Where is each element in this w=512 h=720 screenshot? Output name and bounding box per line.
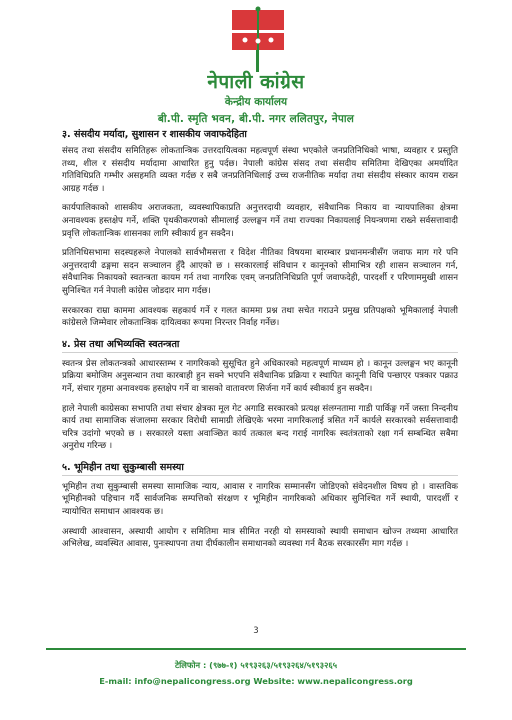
footer-contact: E-mail: info@nepalicongress.org Website: www.nepalicongress.org — [99, 676, 413, 686]
paragraph: भूमिहीन तथा सुकुम्बासी समस्या सामाजिक न्याय, आवास र नागरिक सम्मानसँग जोडिएको संवेदनशील विषय हो । वास्तविक भूमिहीनको पहिचान गर्दै सार्वजनिक सम्पत्तिको संरक्षण र भूमिहीन नागरिकको अधिकार सुनिश्चित गर्ने स्थायी, पारदर्शी र न्यायोचित समाधान आवश्यक छ। — [62, 481, 458, 518]
paragraph: हाले नेपाली काग्रेसका सभापति तथा संचार क्षेत्रका मूल गेट अगाडि सरकारको प्रत्यक्ष संलग्नतामा गाडी पार्किङ्ग गर्ने जस्ता निन्दनीय कार्य तथा सामाजिक संजालमा सरकार विरोधी सामाग्री लेखिएके भरमा नागरिकलाई त्रसित गर्ने कार्यले सरकारको सर्वसत्तावादी चरित्र उदांगो भएको छ । सरकारले यस्ता अवाञ्छित कार्य तत्काल बन्द गराई नागरिक स्वतंत्रताको रक्षा गर्न सम्बन्धित सबैमा अनुरोध गरिन्छ । — [62, 403, 458, 452]
letterhead — [0, 0, 512, 132]
footer-divider — [46, 648, 466, 650]
office-address: बी.पी. स्मृति भवन, बी.पी. नगर ललितपुर, नेपाल — [157, 113, 355, 125]
section-press-freedom — [62, 337, 458, 453]
document-body — [62, 127, 458, 558]
footer-phone: टेलिफोन : (९७७-१) ५१९३२६३/५१९३२६४/५१९३२६५ — [174, 660, 338, 670]
office-name: केन्द्रीय कार्यालय — [224, 96, 288, 108]
paragraph: प्रतिनिधिसभामा सदस्यहरूले नेपालको सार्वभौमसत्ता र विदेश नीतिका विषयमा बारम्बार प्रधानमन्त्रीसँग जवाफ माग गरे पनि अनुत्तरदायी ढङ्गमा सदन सञ्चालन हुँदै आएको छ । सरकारलाई संविधान र कानूनको सीमाभित्र रही शासन सञ्चालन गर्न, संवैधानिक निकायको स्वतन्त्रता कायम गर्न तथा नागरिक एवम् जनप्रतिनिधिप्रति पूर्ण जवाफदेही, पारदर्शी र परिणाममुखी शासन सुनिश्चित गर्न नेपाली कांग्रेस जोडदार माग गर्दछ। — [62, 248, 458, 296]
org-name: नेपाली कांग्रेस — [207, 71, 305, 93]
paragraph: संसद तथा संसदीय समितिहरू लोकतान्त्रिक उत्तरदायित्वका महत्वपूर्ण संस्था भएकोले जनप्रतिनिधिको भाषा, व्यवहार र प्रस्तुति तथ्य, शील र संसदीय मर्यादामा आधारित हुनु पर्दछ। नेपाली कांग्रेस संसद तथा संसदीय समितिमा देखिएका अमर्यादित गतिविधिप्रति गम्भीर असहमति व्यक्त गर्दछ र सबै जनप्रतिनिधिलाई उच्च राजनीतिक मर्यादा तथा संसदीय संस्कार कायम राख्न आग्रह गर्दछ । — [62, 146, 458, 194]
paragraph: अस्थायी आश्वासन, अस्थायी आयोग र समितिमा मात्र सीमित नरही यो समस्याको स्थायी समाधान खोज्न तथ्यमा आधारित अभिलेख, व्यवस्थित आवास, पुनःस्थापना तथा दीर्घकालीन समाधानको व्यवस्था गर्न बैठक सरकारसँग माग गर्दछ । — [62, 526, 458, 550]
page-number: 3 — [253, 626, 259, 636]
section-heading: ४. प्रेस तथा अभिव्यक्ति स्वतन्त्रता — [62, 337, 458, 353]
nepali-congress-flag-icon — [229, 6, 287, 72]
paragraph: स्वतन्त्र प्रेस लोकतन्त्रको आधारस्तम्भ र नागरिकको सुसूचित हुने अधिकारको महत्वपूर्ण माध्यम हो । कानून उल्लङ्घन भए कानूनी प्रक्रिया बमोजिम अनुसन्धान तथा कारबाही हुन सक्ने भएपनि संवैधानिक प्रक्रिया र स्थापित कानूनी विधि पन्छाएर पत्रकार पक्राउ गर्ने, संचार गृहमा अनावश्यक हस्तक्षेप गर्ने वा त्रासको वातावरण सिर्जना गर्ने कार्य स्वीकार्य हुन सक्दैन। — [62, 358, 458, 394]
paragraph: सरकारका राम्रा काममा आवश्यक सहकार्य गर्ने र गलत काममा प्रश्न तथा सचेत गराउने प्रमुख प्रतिपक्षको भूमिकालाई नेपाली कांग्रेसले जिम्मेवार लोकतान्त्रिक दायित्वका रूपमा निरन्तर निर्वाह गर्नेछ। — [62, 305, 458, 329]
section-parliamentary-dignity — [62, 127, 458, 330]
section-heading: ३. संसदीय मर्यादा, सुशासन र शासकीय जवाफदेहिता — [62, 129, 247, 140]
paragraph: कार्यपालिकाको शासकीय अराजकता, व्यवस्थापिकाप्रति अनुत्तरदायी व्यवहार, संवैधानिक निकाय वा न्यायपालिका क्षेत्रमा अनावश्यक हस्तक्षेप गर्ने, शक्ति पृथकीकरणको सीमालाई उल्लङ्घन गर्ने तथा राज्यका निकायलाई नियन्त्रणमा राख्ने सर्वसत्तावादी प्रवृत्ति लोकतान्त्रिक शासनका लागि स्वीकार्य हुन सक्दैन। — [62, 203, 458, 239]
section-heading: ५. भूमिहीन तथा सुकुम्बासी समस्या — [62, 460, 458, 476]
section-landless-squatters — [62, 460, 458, 551]
